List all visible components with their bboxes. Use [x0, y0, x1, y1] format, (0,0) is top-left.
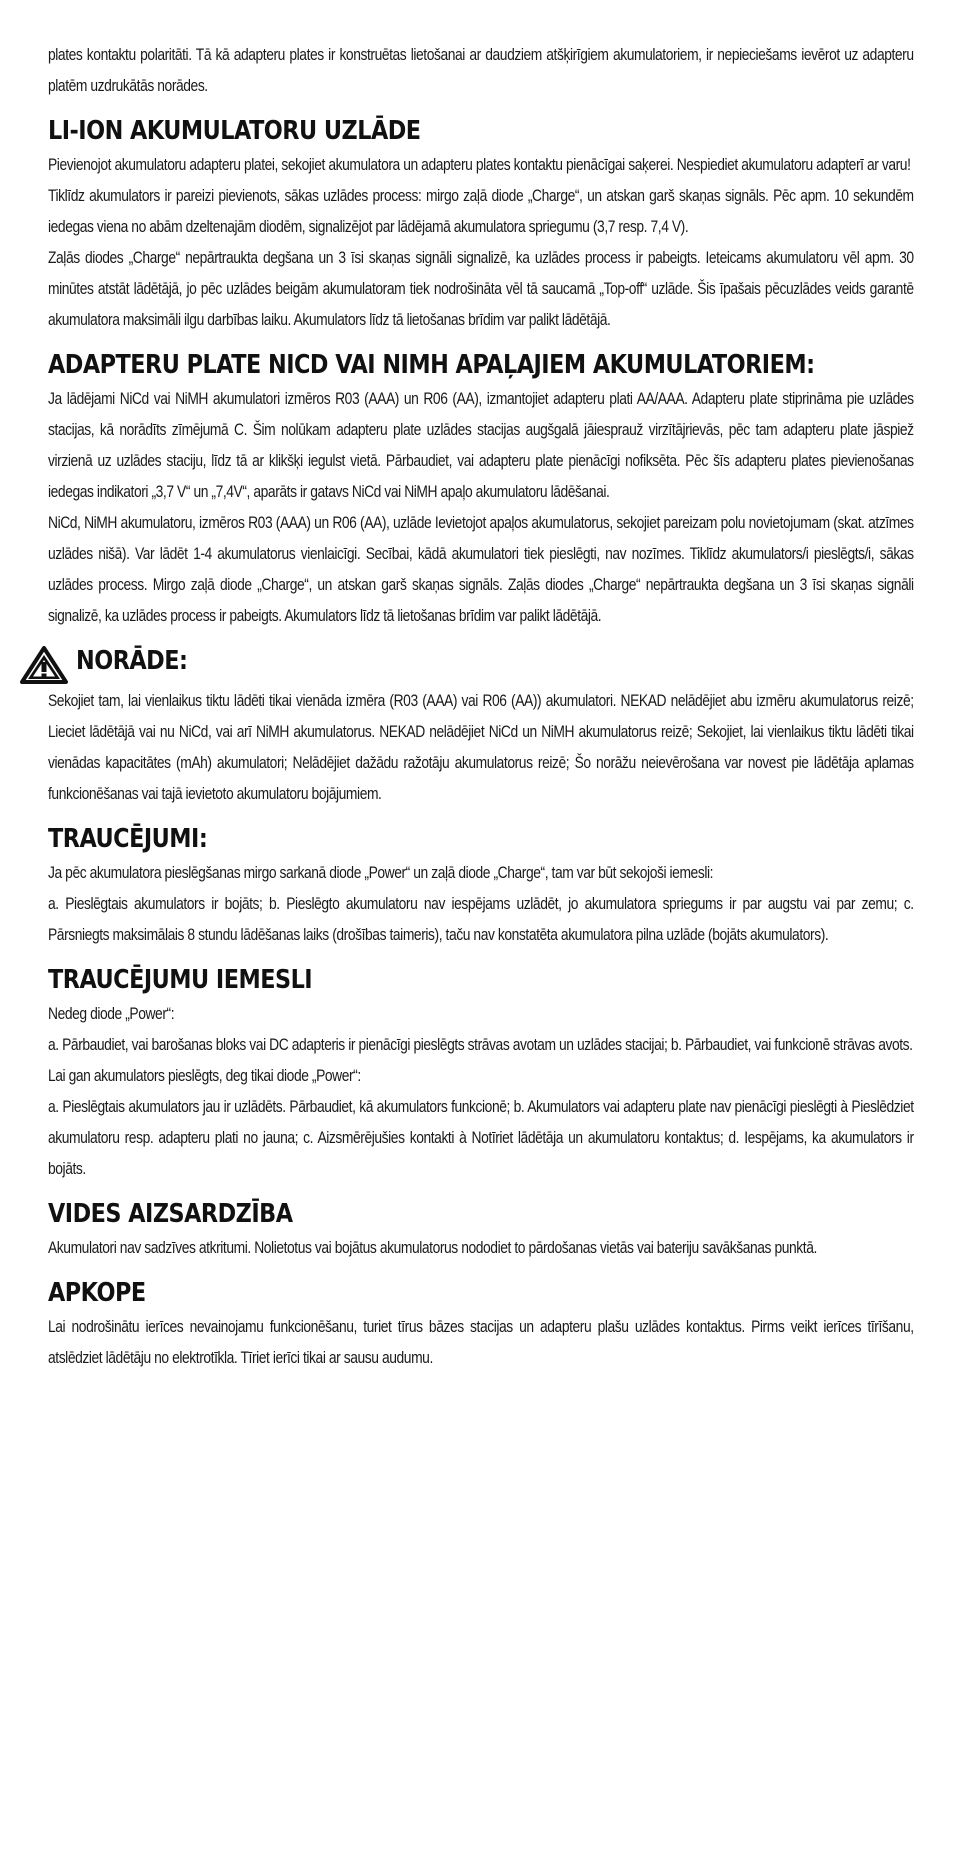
section-heading: TRAUCĒJUMU IEMESLI: [48, 965, 313, 995]
section-environment: [48, 1197, 914, 1264]
paragraph: Tiklīdz akumulators ir pareizi pievienots, sākas uzlādes process: mirgo zaļā diode „Charge“, un atskan garš skaņas signāls. Pēc apm. 10 sekundēm iedegas viena no abām dzeltenajām diodēm, signalizējot par lādējamā akumulatora spriegumu (3,7 resp. 7,4 V).: [48, 187, 914, 236]
paragraph: a. Pieslēgtais akumulators jau ir uzlādēts. Pārbaudiet, kā akumulators funkcionē; b. Akumulators vai adapteru plate nav pienācīgi pieslēgti à Pieslēdziet akumulatoru resp. adapteru plati no jauna; c. Aizsmērējušies kontakti à Notīriet lādētāja un akumulatoru kontaktus; d. Iespējams, ka akumulators ir bojāts.: [48, 1098, 914, 1178]
section-adapter-plate: [48, 348, 914, 632]
section-heading: LI-ION AKUMULATORU UZLĀDE: [48, 116, 421, 146]
section-li-ion: [48, 114, 914, 336]
paragraph: Lai gan akumulators pieslēgts, deg tikai diode „Power“:: [48, 1067, 361, 1085]
section-fault-causes: [48, 963, 914, 1185]
paragraph: NiCd, NiMH akumulatoru, izmēros R03 (AAA) un R06 (AA), uzlāde Ievietojot apaļos akumulatorus, sekojiet pareizam polu novietojumam (skat. atzīmes uzlādes nišā). Var lādēt 1-4 akumulatorus vienlaicīgi. Secībai, kādā akumulatori tiek pieslēgti, nav nozīmes. Tiklīdz akumulators/i pieslēgts/i, sākas uzlādes process. Mirgo zaļā diode „Charge“, un atskan garš skaņas signāls. Zaļās diodes „Charge“ nepārtraukta degšana un 3 īsi skaņas signāli signalizē, ka uzlādes process ir pabeigts. Akumulators līdz tā lietošanas brīdim var palikt lādētājā.: [48, 514, 914, 625]
paragraph: Sekojiet tam, lai vienlaikus tiktu lādēti tikai vienāda izmēra (R03 (AAA) vai R06 (AA)) akumulatori. NEKAD nelādējiet abu izmēru akumulatorus reizē; Lieciet lādētājā vai nu NiCd, vai arī NiMH akumulatorus. NEKAD nelādējiet NiCd un NiMH akumulatorus reizē; Sekojiet, lai vienlaikus tiktu lādēti tikai vienādas kapacitātes (mAh) akumulatori; Nelādējiet dažādu ražotāju akumulatorus reizē; Šo norāžu neievērošana var novest pie lādētāja aplamas funkcionēšanas vai tajā ievietoto akumulatoru bojājumiem.: [48, 692, 914, 803]
warning-triangle-icon: [20, 646, 68, 684]
paragraph: Akumulatori nav sadzīves atkritumi. Nolietotus vai bojātus akumulatorus nododiet to pārdošanas vietās vai bateriju savākšanas punktā.: [48, 1239, 817, 1257]
paragraph: Ja lādējami NiCd vai NiMH akumulatori izmēros R03 (AAA) un R06 (AA), izmantojiet adapteru plati AA/AAA. Adapteru plate stiprināma pie uzlādes stacijas, kā norādīts zīmējumā C. Šim nolūkam adapteru plate uzlādes stacijas augšgalā jāiesprauž virzītājrievās, pēc tam adapteru plate jāspiež virzienā uz uzlādes staciju, līdz tā ar klikšķi iegulst vietā. Pārbaudiet, vai adapteru plate pienācīgi nofiksēta. Pēc šīs adapteru plates pievienošanas iedegas indikatori „3,7 V“ un „7,4V“, aparāts ir gatavs NiCd vai NiMH apaļo akumulatoru lādēšanai.: [48, 390, 914, 501]
section-note: [48, 644, 914, 810]
note-heading-row: [20, 644, 914, 684]
paragraph: Lai nodrošinātu ierīces nevainojamu funkcionēšanu, turiet tīrus bāzes stacijas un adapteru plašu uzlādes kontaktus. Pirms veikt ierīces tīrīšanu, atslēdziet lādētāju no elektrotīkla. Tīriet ierīci tikai ar sausu audumu.: [48, 1318, 914, 1367]
section-heading: APKOPE: [48, 1278, 146, 1308]
intro-paragraph: plates kontaktu polaritāti. Tā kā adapteru plates ir konstruētas lietošanai ar daudziem atšķirīgiem akumulatoriem, ir nepieciešams ievērot uz adapteru platēm uzdrukātās norādes.: [48, 46, 914, 95]
paragraph: a. Pārbaudiet, vai barošanas bloks vai DC adapteris ir pienācīgi pieslēgts strāvas avotam un uzlādes stacijai; b. Pārbaudiet, vai funkcionē strāvas avots.: [48, 1036, 913, 1054]
paragraph: Pievienojot akumulatoru adapteru platei, sekojiet akumulatora un adapteru plates kontaktu pienācīgai saķerei. Nespiediet akumulatoru adapterī ar varu!: [48, 156, 911, 174]
section-faults: [48, 822, 914, 951]
section-maintenance: [48, 1276, 914, 1374]
paragraph: Zaļās diodes „Charge“ nepārtraukta degšana un 3 īsi skaņas signāli signalizē, ka uzlādes process ir pabeigts. Ieteicams akumulatoru vēl apm. 30 minūtes atstāt lādētājā, jo pēc uzlādes beigām akumulatoram tiek nodrošināta vēl tā saucamā „Top-off“ uzlāde. Šis īpašais pēcuzlādes veids garantē akumulatora maksimāli ilgu darbības laiku. Akumulators līdz tā lietošanas brīdim var palikt lādētājā.: [48, 249, 914, 329]
paragraph: Nedeg diode „Power“:: [48, 1005, 175, 1023]
paragraph: Ja pēc akumulatora pieslēgšanas mirgo sarkanā diode „Power“ un zaļā diode „Charge“, tam var būt sekojoši iemesli:: [48, 864, 714, 882]
section-heading: TRAUCĒJUMI:: [48, 824, 208, 854]
section-heading: VIDES AIZSARDZĪBA: [48, 1199, 293, 1229]
paragraph: a. Pieslēgtais akumulators ir bojāts; b. Pieslēgto akumulatoru nav iespējams uzlādēt, jo akumulatora spriegums ir par augstu vai par zemu; c. Pārsniegts maksimālais 8 stundu lādēšanas laiks (drošības taimeris), taču nav konstatēta akumulatora pilna uzlāde (bojāts akumulators).: [48, 895, 914, 944]
section-heading: ADAPTERU PLATE NICD VAI NIMH APAĻAJIEM AKUMULATORIEM:: [48, 350, 815, 380]
document-page: [48, 40, 914, 1374]
section-heading: NORĀDE:: [76, 646, 188, 676]
